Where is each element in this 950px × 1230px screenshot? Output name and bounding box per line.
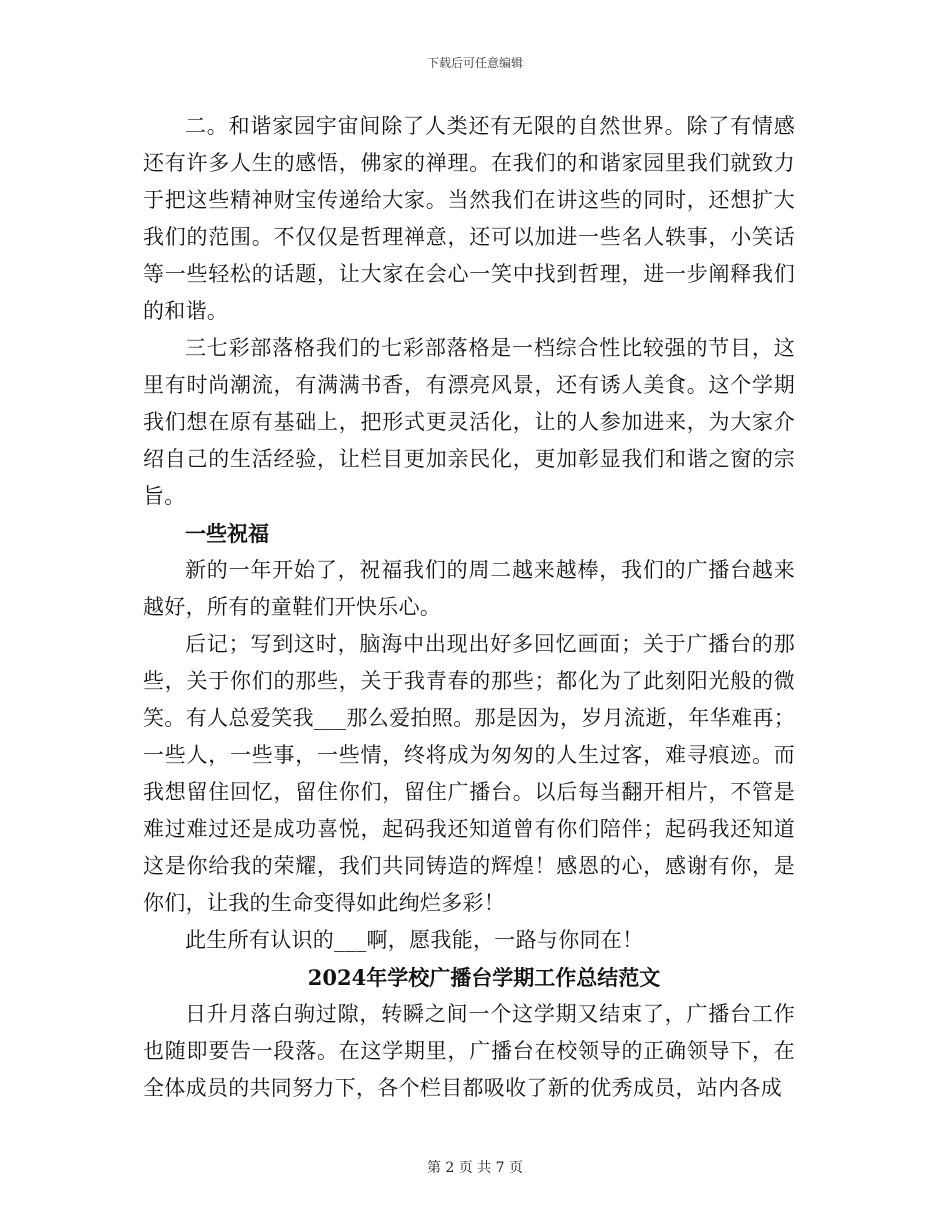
paragraph-harmony-home: 二。和谐家园宇宙间除了人类还有无限的自然世界。除了有情感还有许多人生的感悟，佛家的禅理。在我们的和谐家园里我们就致力于把这些精神财宝传递给大家。当然我们在讲这些的同时，还想扩大我们的范围。不仅仅是哲理禅意，还可以加进一些名人轶事，小笑话等一些轻松的话题，让大家在会心一笑中找到哲理，进一步阐释我们的和谐。 [143,114,795,323]
paragraph-new-year: 新的一年开始了，祝福我们的周二越来越棒，我们的广播台越来越好，所有的童鞋们开快乐心。 [143,558,795,619]
paragraph-afterword: 后记；写到这时，脑海中出现出好多回忆画面；关于广播台的那些，关于你们的那些，关于我青春的那些；都化为了此刻阳光般的微笑。有人总爱笑我___那么爱拍照。那是因为，岁月流逝，年华难再；一些人，一些事，一些情，终将成为匆匆的人生过客，难寻痕迹。而我想留住回忆，留住你们，留住广播台。以后每当翻开相片，不管是难过难过还是成功喜悦，起码我还知道曾有你们陪伴；起码我还知道这是你给我的荣耀，我们共同铸造的辉煌！感恩的心，感谢有你，是你们，让我的生命变得如此绚烂多彩！ [143,632,795,915]
paragraph-summary-intro: 日升月落白驹过隙，转瞬之间一个这学期又结束了，广播台工作也随即要告一段落。在这学期里，广播台在校领导的正确领导下，在全体成员的共同努力下，各个栏目都吸收了新的优秀成员，站内各成 [143,1002,795,1100]
page-footer: 第 2 页 共 7 页 [426,1160,524,1176]
paragraph-together: 此生所有认识的___啊，愿我能，一路与你同在！ [185,928,644,952]
document-body [143,108,795,1107]
document-title: 2024年学校广播台学期工作总结范文 [307,965,661,990]
page-header: 下载后可任意编辑 [426,56,523,70]
section-heading-blessings: 一些祝福 [185,521,269,546]
paragraph-colorful-blog: 三七彩部落格我们的七彩部落格是一档综合性比较强的节目，这里有时尚潮流，有满满书香，有漂亮风景，还有诱人美食。这个学期我们想在原有基础上，把形式更灵活化，让的人参加进来，为大家介绍自己的生活经验，让栏目更加亲民化，更加彰显我们和谐之窗的宗旨。 [143,336,795,508]
